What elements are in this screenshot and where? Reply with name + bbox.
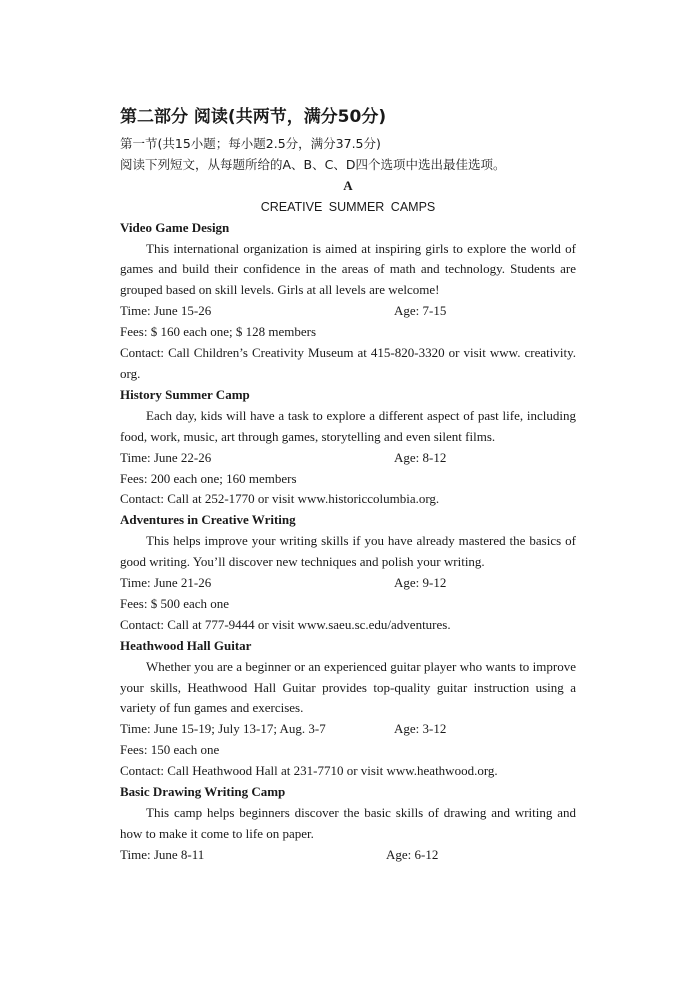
camp-fees: Fees: $ 160 each one; $ 128 members: [120, 324, 317, 340]
passage-title: CREATIVE SUMMER CAMPS: [260, 199, 436, 214]
camp-time-age: [120, 448, 576, 469]
camp-time: Time: June 8-11: [120, 846, 205, 862]
section-line: 第一节(共15小题；每小题2.5分，满分37.5分): [120, 136, 381, 151]
camp-history-summer-camp: [120, 385, 576, 510]
camp-fees: Fees: $ 500 each one: [120, 595, 230, 611]
camp-video-game-design: [120, 218, 576, 385]
camp-age: Age: 6-12: [386, 846, 439, 862]
camp-contact: Contact: Call Children’s Creativity Museum at 415-820-3320 or visit www. creativity. org.: [120, 345, 576, 381]
camp-heathwood-hall-guitar: [120, 636, 576, 782]
camp-description: This camp helps beginners discover the basic skills of drawing and writing and how to make it come to life on paper.: [120, 805, 576, 841]
camp-name: Heathwood Hall Guitar: [120, 637, 252, 653]
camp-name: Video Game Design: [120, 219, 230, 235]
camp-time-age: [120, 719, 576, 740]
camp-description: This international organization is aimed at inspiring girls to explore the world of games and build their confidence in the areas of math and technology. Students are grouped based on skill levels. Girls at all levels are welcome!: [120, 240, 576, 298]
camp-contact: Contact: Call Heathwood Hall at 231-7710 or visit www.heathwood.org.: [120, 763, 498, 779]
camp-description: Each day, kids will have a task to explore a different aspect of past life, including food, work, music, art through games, storytelling and even silent films.: [120, 407, 576, 444]
camp-age: Age: 8-12: [394, 449, 447, 465]
camp-name: Basic Drawing Writing Camp: [120, 784, 286, 800]
camp-adventures-in-creative-writing: [120, 510, 576, 635]
camp-description: This helps improve your writing skills if you have already mastered the basics of good writing. You’ll discover new techniques and polish your writing.: [120, 533, 576, 570]
camp-age: Age: 9-12: [394, 575, 447, 591]
camp-contact: Contact: Call at 777-9444 or visit www.saeu.sc.edu/adventures.: [120, 616, 451, 632]
exam-page: [120, 104, 576, 866]
camp-time-age: [120, 573, 576, 594]
camp-name: History Summer Camp: [120, 386, 250, 402]
camp-contact: Contact: Call at 252-1770 or visit www.historiccolumbia.org.: [120, 491, 440, 507]
part-title: 第二部分 阅读(共两节，满分50分): [120, 107, 387, 127]
camp-time: Time: June 15-26: [120, 303, 212, 319]
camp-time-age: [120, 845, 576, 866]
camp-fees: Fees: 200 each one; 160 members: [120, 470, 297, 486]
instruction: 阅读下列短文，从每题所给的A、B、C、D四个选项中选出最佳选项。: [120, 156, 506, 172]
camp-description: Whether you are a beginner or an experienced guitar player who wants to improve your skills, Heathwood Hall Guitar provides top-quality guitar instruction using a variety of fun games and exercises.: [120, 658, 576, 716]
camp-fees: Fees: 150 each one: [120, 742, 220, 758]
camp-age: Age: 3-12: [394, 721, 447, 737]
camp-time-age: [120, 301, 576, 322]
camp-age: Age: 7-15: [394, 303, 447, 319]
camp-time: Time: June 22-26: [120, 449, 212, 465]
camp-basic-drawing-writing-camp: [120, 782, 576, 866]
camp-time: Time: June 21-26: [120, 575, 212, 591]
camp-name: Adventures in Creative Writing: [120, 512, 296, 528]
passage-letter: A: [343, 177, 353, 193]
camp-time: Time: June 15-19; July 13-17; Aug. 3-7: [120, 721, 326, 737]
